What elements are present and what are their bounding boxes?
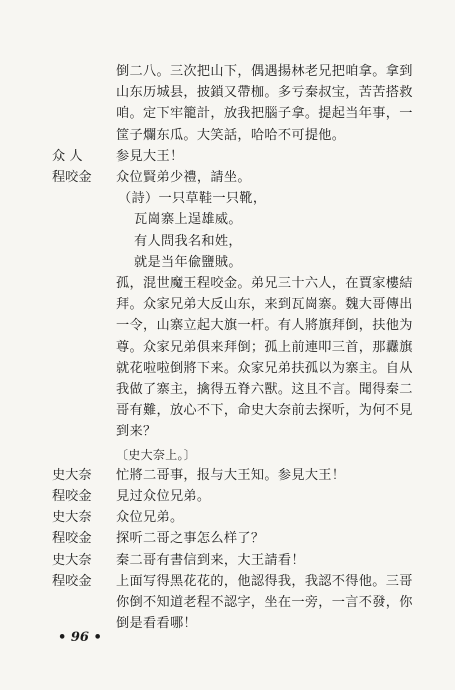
dialogue-line: 就是当年偸鹽賊。 [134,254,242,270]
dialogue-line: 我做了寨主，擒得五脊六獸。这且不言。聞得秦二 [116,382,413,397]
dialogue-line: 就花啦啦倒將下来。众家兄弟扶孤以为寨主。自从 [116,360,413,376]
page-number: • 96 • [58,630,102,645]
dialogue-line: 尊。众家兄弟俱来拜倒；孤上前連叩三首，那纛旗 [116,339,413,355]
speaker-name: 程咬金 [52,573,92,589]
speaker-name: 史大奈 [52,467,92,483]
speaker-name: 程咬金 [52,170,92,185]
dialogue-line: 秦二哥有書信到来，大王請看！ [116,552,305,568]
dialogue-line: （詩）一只草鞋一只靴， [118,191,267,207]
dialogue-line: 瓦崗寨上逞雄威。 [134,212,242,228]
speaker-name: 史大奈 [52,510,92,526]
speaker-name: 史大奈 [52,552,92,568]
speaker-name: 众 人 [52,148,83,164]
dialogue-line: 倒是看看哪！ [116,616,197,632]
dialogue-line: 哥有難，放心不下，命史大奈前去探听，为何不見 [116,403,413,419]
stage-direction: 〔史大奈上。〕 [116,447,197,462]
opening-line-3: 咱。定下牢籠計，放我把腦子拿。提起当年事，一 [116,106,413,122]
speaker-name: 程咬金 [52,531,92,547]
dialogue-line: 忙將二哥事，报与大王知。参見大王！ [116,467,346,483]
dialogue-line: 上面写得黑花花的，他認得我，我認不得他。三哥 [116,573,413,589]
dialogue-line: 众位兄弟。 [116,510,184,526]
dialogue-line: 孤，混世魔王程咬金。弟兄三十六人，在賈家樓結 [116,276,413,291]
speaker-name: 程咬金 [52,489,92,504]
dialogue-line: 探听二哥之事怎么样了？ [116,531,265,547]
dialogue-line: 有人問我名和姓， [134,233,242,249]
opening-line-1: 倒二八。三次把山下，偶遇揚林老兄把咱拿。拿到 [116,64,413,79]
dialogue-line: 到来？ [116,424,157,440]
dialogue-line: 拜。众家兄弟大反山东，来到瓦崗寨。魏大哥傳出 [116,297,413,313]
dialogue-line: 众位賢弟少禮，請坐。 [116,170,251,185]
dialogue-line: 你倒不知道老程不認字，坐在一旁，一言不發，你 [116,595,413,610]
opening-line-4: 筐子爛东瓜。大笑話，哈哈不可提他。 [116,127,346,143]
dialogue-line: 見过众位兄弟。 [116,489,211,504]
dialogue-line: 参見大王！ [116,148,184,164]
opening-line-2: 山东历城县，披鎖又帶枷。多亏秦叔宝，苦苦搭救 [116,85,413,101]
dialogue-line: 一令，山寨立起大旗一杆。有人將旗拜倒，扶他为 [116,318,413,334]
